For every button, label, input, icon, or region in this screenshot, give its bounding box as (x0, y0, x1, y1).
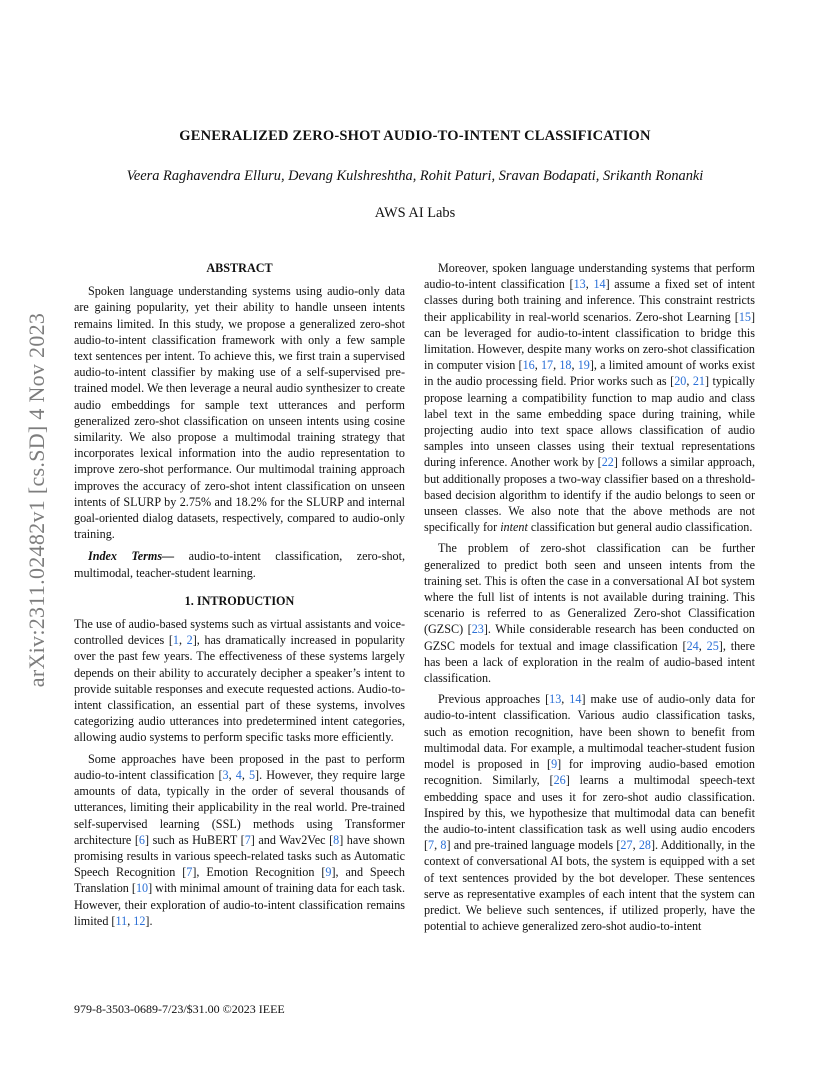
citation-link[interactable]: 13 (573, 277, 586, 292)
citation-link[interactable]: 9 (325, 865, 332, 880)
index-terms (74, 548, 405, 580)
citation-link[interactable]: 13 (549, 692, 562, 707)
citation-link[interactable]: 16 (522, 358, 535, 373)
citation-link[interactable]: 28 (638, 838, 651, 853)
intro-paragraph-2: Some approaches have been proposed in the past to perform audio-to-intent classification [3, 4, 5]. However, they require large amounts of data, typically in the order of several thousands of utterances, limiting their applicability in the real world. Pre-trained self-supervised learning (SSL) methods using Transformer architecture [6] such as HuBERT [7] and Wav2Vec [8] have shown promising results in various speech-related tasks such as Automatic Speech Recognition [7], Emotion Recognition [9], and Speech Translation [10] with minimal amount of training data for each task. However, their exploration of audio-to-intent classification remains limited [11, 12]. (74, 751, 406, 928)
citation-link[interactable]: 15 (738, 309, 751, 324)
citation-link[interactable]: 5 (248, 767, 256, 782)
citation-link[interactable]: 19 (577, 358, 590, 373)
citation-link[interactable]: 7 (428, 838, 435, 853)
index-terms-label: Index Terms— (88, 549, 175, 564)
right-paragraph-2: The problem of zero-shot classification can be further generalized to predict both seen and unseen intents from the training set. This is often the case in a conversational AI bot system where the full list of intents is not available during training. This scenario is referred to as Generalized Zero-shot Classification (GZSC) [23]. While considerable research has been conducted on GZSC models for textual and image classification [24, 25], there has been a lack of exploration in the realm of audio-based intent classification. (424, 541, 756, 686)
citation-link[interactable]: 8 (333, 832, 340, 847)
copyright-footer: 979-8-3503-0689-7/23/$31.00 ©2023 IEEE (74, 1002, 285, 1016)
citation-link[interactable]: 14 (593, 277, 606, 292)
introduction-heading: 1. INTRODUCTION (184, 593, 295, 608)
citation-link[interactable]: 9 (551, 757, 558, 772)
citation-link[interactable]: 23 (471, 622, 484, 637)
citation-link[interactable]: 22 (601, 455, 614, 470)
citation-link[interactable]: 20 (674, 374, 687, 389)
abstract-section (74, 283, 405, 542)
citation-link[interactable]: 17 (540, 358, 554, 373)
right-column (424, 260, 755, 934)
citation-link[interactable]: 7 (186, 865, 193, 880)
arxiv-identifier (14, 290, 60, 710)
citation-link[interactable]: 26 (553, 773, 566, 788)
citation-link[interactable]: 10 (135, 881, 149, 896)
citation-link[interactable]: 3 (222, 767, 229, 782)
abstract-heading: ABSTRACT (206, 261, 273, 275)
right-paragraph-1: Moreover, spoken language understanding systems that perform audio-to-intent classification [13, 14] assume a fixed set of intent classes during both training and inference. This constraint restricts their applicability in real-world scenarios. Zero-shot Learning [15] can be leveraged for audio-to-intent classification to bridge this limitation. However, despite many works on zero-shot classification in computer vision [16, 17, 18, 19], a limited amount of works exist in the audio processing field. Prior works such as [20, 21] typically propose learning a compatibility function to map audio and class label text in the same embedding space during training, while projecting audio into text space allows classification of audio samples into unseen classes using their textual representations during inference. Another work by [22] follows a similar approach, but additionally proposes a two-way classifier based on a threshold-based decision algorithm to identify if the audio belongs to seen or unseen classes. We also note that the above methods are not specifically for intent classification but general audio classification. (424, 261, 756, 535)
citation-link[interactable]: 6 (138, 832, 145, 847)
intro-paragraph-1: The use of audio-based systems such as virtual assistants and voice-controlled devices [1, 2], has dramatically increased in popularity over the past few years. The effectiveness of these systems largely depends on their ability to accurately decipher a speaker’s intent to provide suitable responses and execute requested actions. Audio-to-intent classification, an essential part of these systems, involves categorizing audio utterances into predetermined intent categories, allowing audio systems to perform specific tasks more efficiently. (74, 617, 405, 745)
index-terms-text: audio-to-intent classification, zero-shot, multimodal, teacher-student learning. (74, 549, 405, 580)
left-column (74, 260, 405, 929)
citation-link[interactable]: 21 (692, 374, 705, 389)
affiliation: AWS AI Labs (374, 205, 456, 221)
arxiv-identifier-text: arXiv:2311.02482v1 [cs.SD] 4 Nov 2023 (24, 312, 50, 688)
citation-link[interactable]: 1 (172, 633, 179, 648)
citation-link[interactable]: 24 (686, 638, 699, 653)
citation-link[interactable]: 8 (440, 838, 447, 853)
citation-link[interactable]: 18 (559, 358, 572, 373)
citation-link[interactable]: 12 (133, 913, 146, 928)
citation-link[interactable]: 4 (235, 767, 242, 782)
right-paragraph-3: Previous approaches [13, 14] make use of audio-only data for audio-to-intent classification. Various audio classification tasks, such as emotion recognition, have been shown to benefit from multimodal data. For example, a multimodal teacher-student fusion model is proposed in [9] for improving audio-based emotion recognition. Similarly, [26] learns a multimodal speech-text embedding space and uses it for zero-shot audio classification. Inspired by this, we hypothesize that multimodal data can benefit the audio-to-intent classification task as well using audio encoders [7, 8] and pre-trained language models [27, 28]. Additionally, in the context of conversational AI bots, the system is equipped with a set of text sentences provided by the bot developer. These sentences serve as representative examples of each intent that the system can predict. We believe such sentences, if utilized properly, have the potential to achieve generalized zero-shot audio-to-intent (424, 692, 755, 934)
citation-link[interactable]: 11 (115, 913, 128, 928)
citation-link[interactable]: 27 (620, 838, 633, 853)
paper-title: GENERALIZED ZERO-SHOT AUDIO-TO-INTENT CLASSIFICATION (179, 128, 651, 144)
citation-link[interactable]: 25 (706, 638, 719, 653)
citation-link[interactable]: 7 (244, 832, 251, 847)
citation-link[interactable]: 2 (186, 633, 193, 648)
abstract-text: Spoken language understanding systems using audio-only data are gaining popularity, yet their ability to handle unseen intents remains limited. In this study, we propose a generalized zero-shot audio-to-intent classification framework with only a few sample text sentences per intent. To achieve this, we first train a supervised audio-to-intent classifier by making use of a self-supervised pre-trained model. We then leverage a neural audio synthesizer to create audio embeddings for sample text utterances and perform generalized zero-shot classification on unseen intents using cosine similarity. We also propose a multimodal training strategy that incorporates lexical information into the audio representation to improve zero-shot performance. Our multimodal training approach improves the accuracy of zero-shot intent classification on unseen intents of SLURP by 2.75% and 18.2% for the SLURP and internal goal-oriented dialog datasets, respectively, compared to audio-only training. (74, 284, 405, 542)
emphasis-intent: intent (500, 520, 528, 535)
author-list: Veera Raghavendra Elluru, Devang Kulshreshtha, Rohit Paturi, Sravan Bodapati, Srikanth Ronanki (126, 168, 704, 184)
citation-link[interactable]: 14 (569, 692, 582, 707)
